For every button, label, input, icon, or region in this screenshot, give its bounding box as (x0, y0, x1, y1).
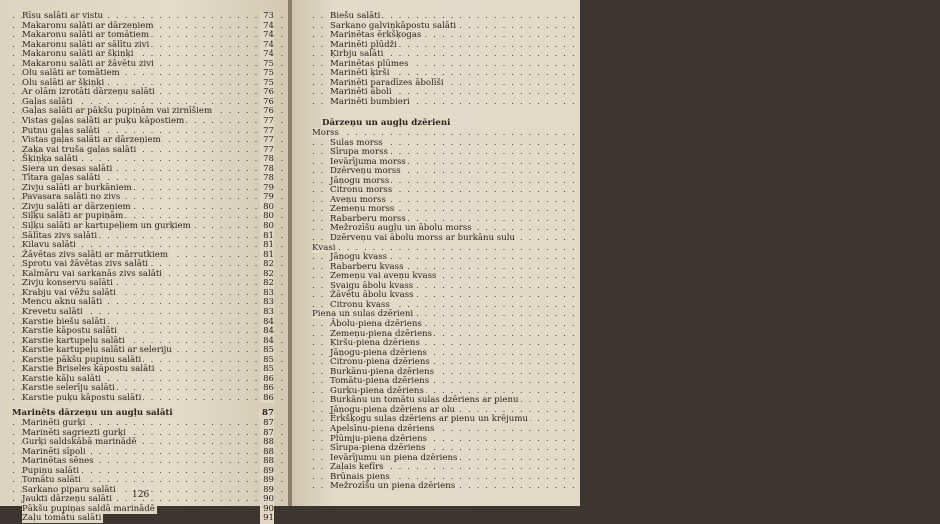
entry-title: Ķiršu-piena dzēriens (330, 338, 420, 349)
toc-entry (12, 514, 274, 524)
entry-page-number: 80 (260, 212, 274, 222)
entry-page-number: 80 (260, 203, 274, 213)
entry-page-number: 84 (260, 337, 274, 347)
entry-title: Sarkano piparu salāti (22, 484, 116, 495)
entry-page-number: 88 (260, 438, 274, 448)
entry-title: Karstie pākšu pupiņu salāti (22, 354, 142, 365)
entry-title: Sālītas zivs salāti (22, 230, 98, 241)
entry-title: Ievārījumu un piena dzēriens (330, 452, 458, 463)
entry-title: Rīsu salāti ar vistu (22, 11, 104, 21)
entry-page-number: 79 (260, 184, 274, 194)
entry-page-number: 76 (260, 98, 274, 108)
entry-title: Karstie selerīju salāti (22, 383, 115, 394)
entry-title: Zemeņu-piena dzēriens (330, 328, 432, 339)
entry-page-number: 83 (260, 298, 274, 308)
entry-page-number: 75 (260, 69, 274, 79)
entry-title: Olu salāti ar tomātiem (22, 68, 120, 79)
entry-title: Sulas morss (330, 137, 383, 148)
entry-title: Marinētas sēnes (22, 456, 94, 467)
entry-title: Siļķu salāti ar kartupeļiem un gurķiem (22, 221, 191, 232)
entry-page-number: 77 (260, 146, 274, 156)
entry-title: Marinētas ērkšķogas (330, 30, 422, 41)
entry-title: Pupiņu salāti (22, 465, 79, 476)
entry-page-number: 73 (260, 12, 274, 22)
entry-title: Plūmju-piena dzēriens (330, 433, 428, 444)
left-contents-list (12, 12, 274, 524)
entry-title: Jāņogu-piena dzēriens ar olu (330, 404, 456, 415)
entry-title: Marinēti plūdži (330, 39, 397, 50)
entry-title: Vistas gaļas salāti ar dārzeņiem (22, 135, 161, 146)
entry-title: Zivju salāti ar burkāniem (22, 182, 132, 193)
entry-title: Karstie kāpostu salāti (22, 326, 117, 337)
entry-page-number: 80 (260, 222, 274, 232)
entry-page-number: 90 (260, 505, 274, 515)
entry-title: Apelsīnu-piena dzēriens (330, 423, 435, 434)
entry-title: Sarkano galviņkāpostu salāti (330, 20, 457, 31)
entry-title: Aveņu morss (330, 194, 386, 205)
entry-title: Marinētas plūmes (330, 58, 409, 69)
entry-title: Sīrupa morss (330, 147, 388, 158)
entry-title: Zaļu tomātu salāti (22, 513, 102, 524)
page-number: 126 (132, 490, 150, 500)
entry-page-number: 89 (260, 467, 274, 477)
entry-page-number: 87 (259, 409, 274, 419)
entry-title: Citronu-piena dzēriens (330, 357, 430, 368)
entry-page-number: 83 (260, 289, 274, 299)
entry-title: Ievārījuma morss (330, 156, 406, 167)
entry-page-number: 85 (260, 346, 274, 356)
entry-page-number: 83 (260, 308, 274, 318)
entry-title: Mežrozīšu augļu un ābolu morss (330, 223, 472, 234)
entry-title: Marinēti gurķi (22, 417, 86, 428)
entry-title: Gaļas salāti (22, 96, 73, 107)
entry-title: Biešu salāti (330, 11, 381, 21)
toc-entry (12, 394, 274, 404)
entry-title: Citronu kvass (330, 299, 390, 310)
entry-title: Krabju vai vēžu salāti (22, 287, 116, 298)
entry-title: Marinēti sagriezti gurķi (22, 427, 126, 438)
entry-title: Vistas gaļas salāti ar puķu kāpostiem (22, 116, 185, 127)
entry-title: Marinēti sīpoli (22, 446, 86, 457)
toc-entry (312, 482, 574, 492)
entry-title: Krevetu salāti (22, 306, 83, 317)
entry-title: Rabarberu kvass (330, 261, 404, 272)
entry-page-number: 89 (260, 486, 274, 496)
entry-title: Dārzeņu un augļu dzērieni (322, 118, 451, 129)
entry-title: Marinēti ķirši (330, 68, 390, 79)
right-contents-list (312, 12, 574, 492)
entry-title: Gaļas salāti ar pākšu pupiņām vai zirnīšiem (22, 106, 213, 117)
entry-page-number: 90 (260, 495, 274, 505)
entry-title: Dzērveņu morss (330, 166, 401, 177)
entry-title: Zaķa vai truša gaļas salāti (22, 144, 137, 155)
entry-page-number: 78 (260, 155, 274, 165)
entry-title: Pākšu pupiņas saldā marinādē (22, 503, 155, 514)
entry-title: Jāņogu kvass (330, 252, 388, 263)
entry-title: Ērkšķogu sulas dzēriens ar pienu un krējumu (330, 414, 529, 425)
entry-page-number: 82 (260, 279, 274, 289)
entry-title: Kilavu salāti (22, 240, 76, 251)
entry-page-number: 74 (260, 41, 274, 51)
entry-title: Burkānu un tomātu sulas dzēriens ar pienu (330, 395, 519, 406)
entry-title: Marinēti paradīzes ābolīši (330, 77, 444, 88)
entry-title: Citronu morss (330, 185, 393, 196)
entry-title: Putnu gaļas salāti (22, 125, 100, 136)
entry-page-number: 78 (260, 165, 274, 175)
entry-title: Karstie puķu kāpostu salāti (22, 392, 142, 403)
entry-page-number: 84 (260, 327, 274, 337)
entry-title: Siļķu salāti ar pupiņām (22, 211, 124, 222)
entry-title: Brūnais piens (330, 471, 390, 482)
entry-title: Tītara gaļas salāti (22, 173, 101, 184)
entry-page-number: 85 (260, 356, 274, 366)
entry-title: Burkānu-piena dzēriens (330, 366, 434, 377)
entry-page-number: 77 (260, 127, 274, 137)
entry-title: Zaļais kefīrs (330, 462, 384, 473)
entry-page-number: 75 (260, 60, 274, 70)
entry-title: Karstie Briseles kāpostu salāti (22, 364, 155, 375)
entry-title: Sīrupa-piena dzēriens (330, 443, 426, 454)
entry-title: Ābolu-piena dzēriens (330, 318, 422, 329)
entry-title: Karstie kāļu salāti (22, 373, 102, 384)
entry-page-number: 88 (260, 457, 274, 467)
entry-page-number: 86 (260, 375, 274, 385)
entry-page-number: 76 (260, 107, 274, 117)
entry-title: Karstie kartupeļu salāti ar seleriju (22, 345, 172, 356)
entry-title: Žāvētu ābolu kvass (330, 290, 414, 301)
entry-page-number: 87 (260, 429, 274, 439)
entry-page-number: 87 (260, 419, 274, 429)
left-page (0, 0, 290, 524)
entry-title: Rabarberu morss (330, 213, 406, 224)
entry-title: Ķirbju salāti (330, 49, 384, 60)
entry-title: Žāvētas zivs salāti ar mārrutkiem (22, 249, 168, 260)
entry-title: Marinēti bumbieri (330, 96, 410, 107)
entry-page-number: 77 (260, 136, 274, 146)
entry-title: Olu salāti ar šķiņķi (22, 77, 105, 88)
entry-title: Šķiņķa salāti (22, 154, 79, 165)
entry-title: Mežrozīšu un piena dzēriens (330, 481, 456, 492)
entry-page-number: 81 (260, 241, 274, 251)
entry-title: Zivju salāti ar dārzeņiem (22, 201, 131, 212)
entry-title: Makaronu salāti ar tomātiem (22, 30, 149, 41)
entry-page-number: 81 (260, 232, 274, 242)
entry-page-number: 86 (260, 384, 274, 394)
entry-page-number: 79 (260, 193, 274, 203)
entry-title: Tomātu salāti (22, 475, 81, 486)
entry-page-number: 84 (260, 318, 274, 328)
entry-title: Mencu aknu salāti (22, 297, 103, 308)
entry-page-number: 75 (260, 79, 274, 89)
entry-title: Zemeņu vai aveņu kvass (330, 271, 437, 282)
entry-page-number: 86 (260, 394, 274, 404)
entry-title: Kvasi (312, 242, 336, 253)
entry-title: Jāņogu morss (330, 175, 390, 186)
entry-page-number: 91 (260, 514, 274, 524)
entry-title: Makaronu salāti ar dārzeņiem (22, 20, 154, 31)
entry-title: Makaronu salāti ar žāvētu zivi (22, 58, 154, 69)
entry-page-number: 78 (260, 174, 274, 184)
entry-page-number: 82 (260, 260, 274, 270)
entry-page-number: 89 (260, 476, 274, 486)
entry-title: Morss (312, 128, 339, 139)
entry-title: Svaigu ābolu kvass (330, 280, 414, 291)
entry-title: Jāņogu-piena dzēriens (330, 347, 427, 358)
toc-entry (312, 98, 574, 108)
entry-page-number: 74 (260, 22, 274, 32)
entry-title: Gurķu-piena dzēriens (330, 385, 424, 396)
entry-page-number: 81 (260, 251, 274, 261)
entry-title: Dzērveņu vai ābolu morss ar burkānu sulu (330, 233, 516, 244)
right-page (292, 0, 580, 506)
entry-title: Kalmāru vai sarkanās zivs salāti (22, 268, 163, 279)
entry-title: Tomātu-piena dzēriens (330, 376, 430, 387)
entry-title: Makaronu salāti ar šķiņķi (22, 49, 134, 60)
entry-page-number: 74 (260, 31, 274, 41)
entry-page-number: 74 (260, 50, 274, 60)
entry-title: Sprotu vai žāvētas zivs salāti (22, 259, 149, 270)
entry-title: Zivju konservu salāti (22, 278, 113, 289)
entry-title: Karstie biešu salāti (22, 316, 106, 327)
entry-title: Makaronu salāti ar sālītu zivi (22, 39, 150, 50)
entry-title: Pavasara salāti no zivs (22, 192, 121, 203)
entry-title: Marinēti āboli (330, 87, 392, 98)
entry-page-number: 76 (260, 88, 274, 98)
entry-title: Jaukti dārzeņu salāti (22, 494, 112, 505)
entry-page-number: 85 (260, 365, 274, 375)
entry-page-number: 77 (260, 117, 274, 127)
entry-title: Gurķi saldskābā marinādē (22, 437, 137, 448)
entry-title: Ar olām izrotāti dārzeņu salāti (22, 87, 155, 98)
entry-page-number: 88 (260, 448, 274, 458)
entry-title: Piena un sulas dzērieni (312, 309, 414, 320)
entry-title: Karstie kartupeļu salāti (22, 335, 125, 346)
entry-page-number: 82 (260, 270, 274, 280)
entry-title: Siera un desas salāti (22, 163, 113, 174)
entry-title: Zemeņu morss (330, 204, 395, 215)
entry-title: Marinēts dārzeņu un augļu salāti (12, 408, 173, 419)
